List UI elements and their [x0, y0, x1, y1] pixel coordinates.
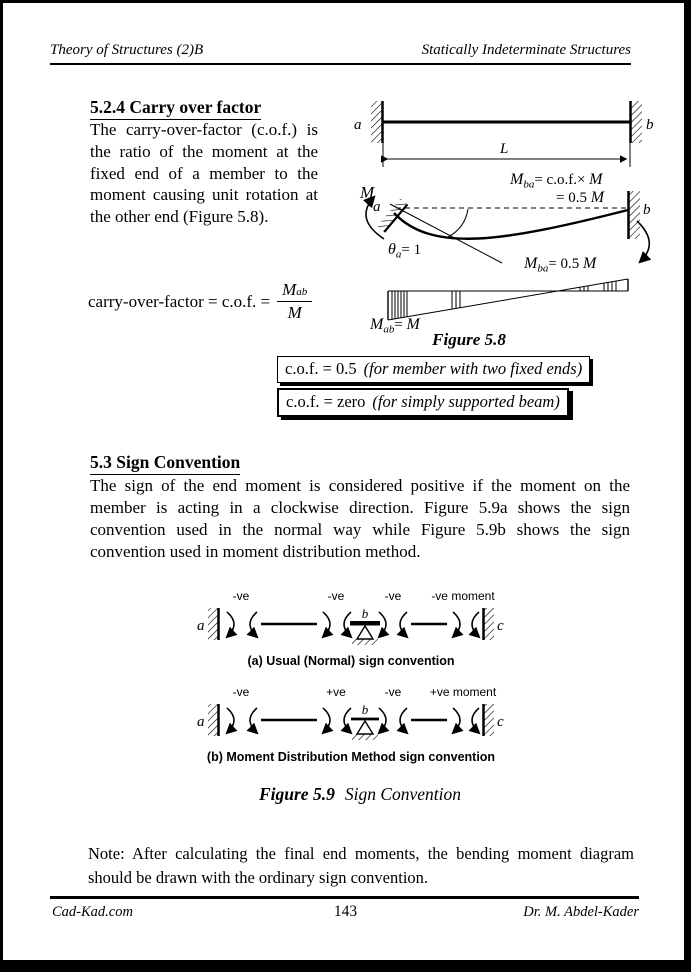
moment-arc — [323, 708, 330, 733]
label-deflection-b: b — [643, 202, 651, 218]
label-b: b — [361, 702, 369, 717]
figure-5-9a-caption: (a) Usual (Normal) sign convention — [247, 654, 455, 668]
moment-arc — [323, 612, 330, 637]
wall-a-hatch — [208, 704, 218, 736]
moment-arc — [472, 708, 479, 733]
label-c: c — [497, 618, 504, 634]
scan-border-top — [0, 0, 691, 3]
pin-support-triangle — [357, 626, 373, 639]
page-header — [50, 42, 631, 65]
sign-label-1: -ve — [232, 589, 250, 603]
figure-5-9a — [195, 588, 507, 668]
moment-arc — [379, 708, 386, 733]
figure-5-9-caption: Figure 5.9 Sign Convention — [258, 784, 462, 804]
moment-arc — [400, 708, 407, 733]
page-footer — [52, 903, 639, 921]
figure-5-8 — [340, 95, 685, 351]
label-deflection-a: a — [373, 199, 381, 215]
sign-label-4: +ve moment — [429, 685, 497, 699]
moment-arc — [227, 612, 234, 637]
sign-label-4: -ve moment — [431, 589, 495, 603]
scan-border-left — [0, 0, 3, 972]
label-theta-a: $\theta_a= 1$ — [388, 241, 422, 261]
label-b: b — [361, 606, 369, 621]
label-c: c — [497, 714, 504, 730]
cof-box2-note: (for simply supported beam) — [372, 392, 560, 411]
label-end-b: b — [646, 117, 654, 133]
fixed-wall-b-hatch — [631, 101, 642, 143]
scan-border-right — [684, 0, 691, 972]
rotation-angle-arc — [448, 209, 468, 237]
cof-formula-lhs: carry-over-factor = c.o.f. = — [88, 291, 271, 311]
moment-arc — [453, 708, 460, 733]
wall-b-hatch — [629, 191, 640, 239]
sign-label-1: -ve — [232, 685, 250, 699]
pin-support-triangle — [357, 721, 373, 734]
figure-5-9a-drawing — [195, 588, 507, 646]
header-chapter-title: Statically Indeterminate Structures — [421, 42, 631, 58]
label-a: a — [197, 714, 205, 730]
figure-5-9b — [195, 684, 507, 764]
section-524-heading: 5.2.4 Carry over factor — [90, 97, 261, 120]
moment-arc — [250, 708, 257, 733]
label-span-length: L — [500, 141, 509, 157]
rotated-wall-a — [377, 199, 407, 232]
moment-arc — [344, 708, 351, 733]
support-ground-hatch — [352, 734, 378, 740]
figure-5-9b-drawing — [195, 684, 507, 742]
label-mba-cof: $M_{ba}= c.o.f.\times M$ — [510, 171, 603, 191]
cof-box-simply-supported — [277, 388, 569, 417]
wall-c-hatch — [484, 704, 494, 736]
label-applied-moment: M — [360, 183, 375, 202]
section-53-heading: 5.3 Sign Convention — [90, 452, 240, 475]
page-number: 143 — [333, 903, 358, 920]
support-ground-hatch — [352, 639, 378, 645]
cof-box-fixed-ends — [277, 356, 590, 383]
cof-formula — [88, 280, 312, 323]
footer-rule — [50, 896, 639, 899]
footer-author: Dr. M. Abdel-Kader — [523, 904, 639, 920]
wall-a-hatch — [208, 608, 218, 640]
sign-label-2: -ve — [327, 589, 345, 603]
moment-arc — [379, 612, 386, 637]
label-bmd-mab: $M_{ab}= M$ — [370, 316, 420, 336]
cof-box2-formula: c.o.f. = zero — [286, 392, 366, 411]
label-bmd-mba: $M_{ba}= 0.5$ M — [524, 255, 597, 275]
header-course-title: Theory of Structures (2)B — [50, 42, 204, 58]
moment-arc — [250, 612, 257, 637]
figure-5-9b-caption: (b) Moment Distribution Method sign convention — [206, 750, 496, 764]
moment-arc — [344, 612, 351, 637]
sign-label-3: -ve — [384, 589, 402, 603]
note-paragraph: Note: After calculating the final end moments, the bending moment diagram should be drawn with the ordinary sign convention. — [88, 844, 634, 887]
moment-arc — [472, 612, 479, 637]
fixed-wall-a-hatch — [371, 101, 382, 143]
label-a: a — [197, 618, 205, 634]
moment-arc — [227, 708, 234, 733]
cof-formula-fraction: $\frac{\text{Mab}}{M}$ — [277, 280, 312, 323]
moment-arc — [453, 612, 460, 637]
label-end-a: a — [354, 117, 362, 133]
figure-5-8-drawing — [340, 95, 685, 351]
label-mba-value: = 0.5 M — [556, 189, 605, 206]
scan-border-bottom — [0, 960, 691, 972]
sign-label-2: +ve — [326, 685, 346, 699]
cof-box1-formula: c.o.f. = 0.5 — [285, 359, 357, 378]
bmd-moment-line — [388, 279, 628, 320]
wall-c-hatch — [484, 608, 494, 640]
cof-box1-note: (for member with two fixed ends) — [363, 359, 583, 378]
footer-website: Cad-Kad.com — [52, 904, 133, 920]
moment-arc — [400, 612, 407, 637]
figure-5-8-caption: Figure 5.8 — [432, 330, 506, 349]
sign-label-3: -ve — [384, 685, 402, 699]
section-524-paragraph: The carry-over-factor (c.o.f.) is the ratio of the moment at the fixed end of a member to the moment causing unit rotation at the other end (Figure 5.8). — [90, 120, 318, 227]
section-53-paragraph: The sign of the end moment is considered positive if the moment on the member is acting in a clockwise direction. Figure 5.9a shows the sign convention used in the normal way while Figure 5.9b shows the sign convention used in moment distribution method. — [90, 476, 630, 561]
